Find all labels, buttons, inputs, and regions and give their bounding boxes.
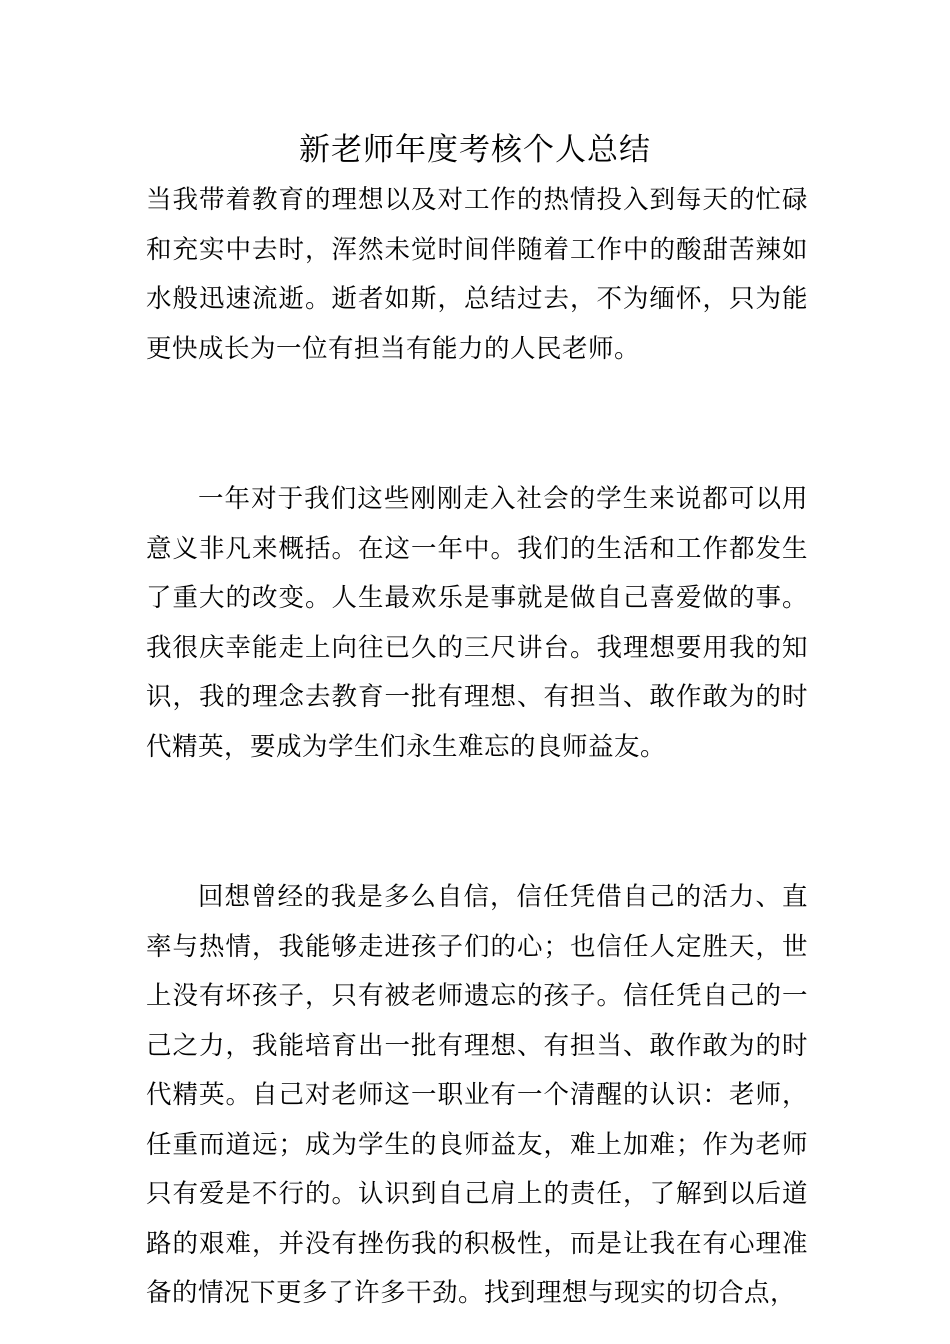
paragraph-reflection: 回想曾经的我是多么自信，信任凭借自己的活力、直率与热情，我能够走进孩子们的心；也信任人定胜天，世上没有坏孩子，只有被老师遗忘的孩子。信任凭自己的一己之力，我能培育出一批有理想、有担当、敢作敢为的时代精英。自己对老师这一职业有一个清醒的认识：老师，任重而道远；成为学生的良师益友，难上加难；作为老师只有爱是不行的。认识到自己肩上的责任，了解到以后道路的艰难，并没有挫伤我的积极性，而是让我在有心理准备的情况下更多了许多干劲。找到理想与现实的切合点， — [146, 882, 808, 1308]
paragraph-spacer — [146, 772, 808, 873]
document-body — [146, 176, 808, 1319]
paragraph-first-year: 一年对于我们这些刚刚走入社会的学生来说都可以用意义非凡来概括。在这一年中。我们的生活和工作都发生了重大的改变。人生最欢乐是事就是做自己喜爱做的事。我很庆幸能走上向往已久的三尺讲台。我理想要用我的知识，我的理念去教育一批有理想、有担当、敢作敢为的时代精英，要成为学生们永生难忘的良师益友。 — [146, 484, 808, 762]
document-title: 新老师年度考核个人总结 — [299, 132, 651, 168]
paragraph-spacer — [146, 374, 808, 475]
paragraph-intro: 当我带着教育的理想以及对工作的热情投入到每天的忙碌和充实中去时，浑然未觉时间伴随着工作中的酸甜苦辣如水般迅速流逝。逝者如斯，总结过去，不为缅怀，只为能更快成长为一位有担当有能力的人民老师。 — [146, 185, 808, 364]
